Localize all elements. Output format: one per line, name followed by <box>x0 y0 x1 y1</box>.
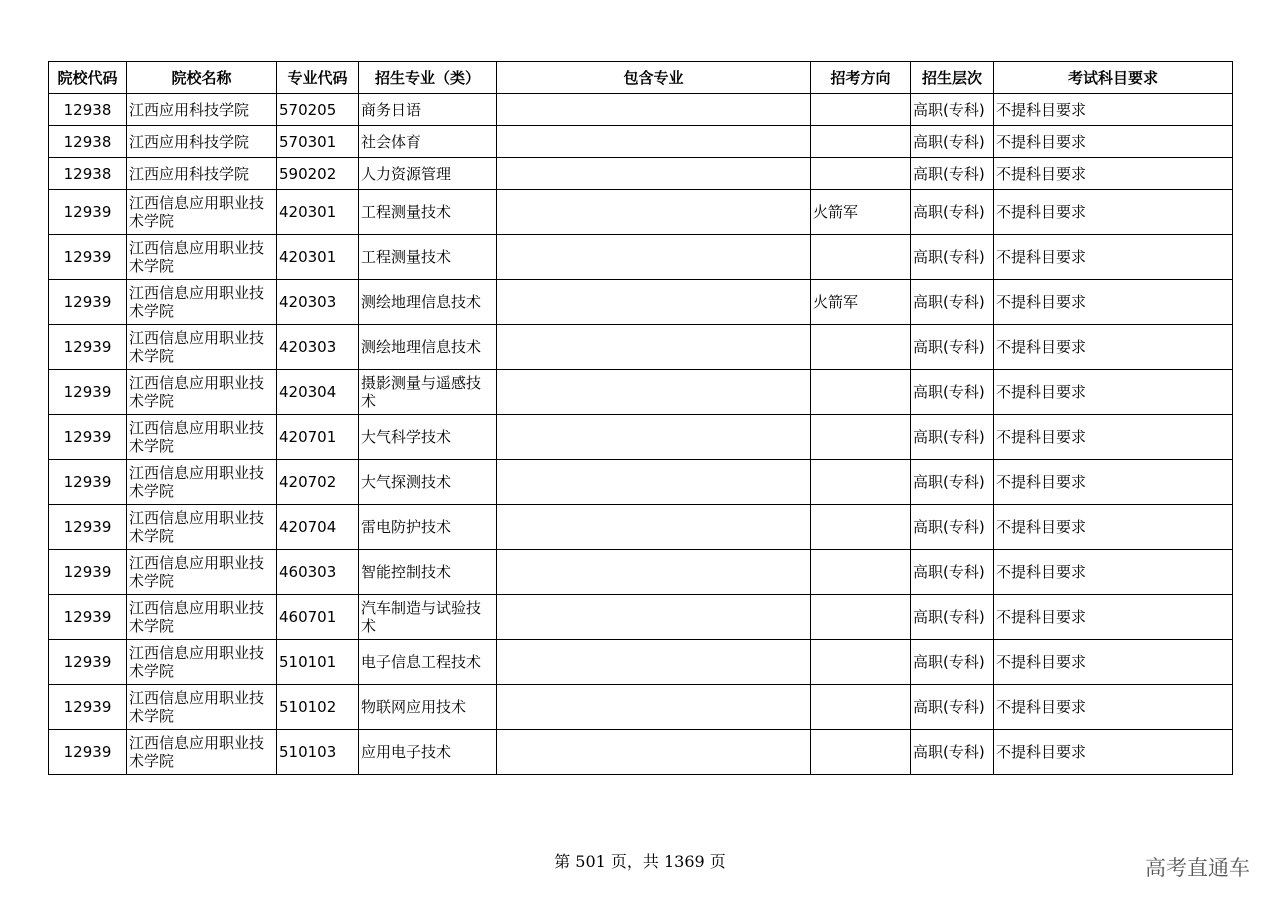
header-major-code: 专业代码 <box>277 62 359 94</box>
cell-requirement: 不提科目要求 <box>994 460 1233 505</box>
cell-major: 工程测量技术 <box>359 235 497 280</box>
cell-requirement: 不提科目要求 <box>994 370 1233 415</box>
cell-direction: 火箭军 <box>811 190 911 235</box>
cell-level: 高职(专科) <box>911 158 994 190</box>
cell-school-name: 江西信息应用职业技术学院 <box>127 370 277 415</box>
cell-school-name: 江西信息应用职业技术学院 <box>127 325 277 370</box>
cell-level: 高职(专科) <box>911 460 994 505</box>
cell-major: 人力资源管理 <box>359 158 497 190</box>
cell-level: 高职(专科) <box>911 280 994 325</box>
cell-requirement: 不提科目要求 <box>994 685 1233 730</box>
table-row <box>49 550 1233 595</box>
cell-includes <box>497 370 811 415</box>
table-row <box>49 460 1233 505</box>
cell-includes <box>497 550 811 595</box>
cell-major-code: 590202 <box>277 158 359 190</box>
cell-major-code: 420702 <box>277 460 359 505</box>
cell-level: 高职(专科) <box>911 190 994 235</box>
cell-includes <box>497 158 811 190</box>
cell-school-name: 江西信息应用职业技术学院 <box>127 730 277 775</box>
cell-level: 高职(专科) <box>911 505 994 550</box>
cell-direction <box>811 550 911 595</box>
cell-direction <box>811 370 911 415</box>
cell-school-code: 12938 <box>49 126 127 158</box>
cell-major-code: 460701 <box>277 595 359 640</box>
cell-includes <box>497 235 811 280</box>
cell-includes <box>497 280 811 325</box>
cell-school-code: 12939 <box>49 550 127 595</box>
cell-includes <box>497 730 811 775</box>
cell-school-name: 江西信息应用职业技术学院 <box>127 190 277 235</box>
cell-requirement: 不提科目要求 <box>994 550 1233 595</box>
page-number: 第 501 页，共 1369 页 <box>554 852 726 871</box>
cell-direction <box>811 126 911 158</box>
cell-major-code: 420303 <box>277 325 359 370</box>
cell-direction <box>811 595 911 640</box>
table-row <box>49 595 1233 640</box>
cell-direction <box>811 730 911 775</box>
cell-school-name: 江西信息应用职业技术学院 <box>127 235 277 280</box>
cell-school-name: 江西应用科技学院 <box>127 158 277 190</box>
cell-includes <box>497 325 811 370</box>
watermark: 高考直通车 <box>1145 856 1250 880</box>
cell-direction <box>811 415 911 460</box>
cell-includes <box>497 685 811 730</box>
cell-requirement: 不提科目要求 <box>994 730 1233 775</box>
cell-requirement: 不提科目要求 <box>994 158 1233 190</box>
cell-major: 大气探测技术 <box>359 460 497 505</box>
header-level: 招生层次 <box>911 62 994 94</box>
cell-school-code: 12939 <box>49 415 127 460</box>
cell-requirement: 不提科目要求 <box>994 126 1233 158</box>
cell-includes <box>497 126 811 158</box>
cell-level: 高职(专科) <box>911 370 994 415</box>
cell-direction <box>811 325 911 370</box>
cell-requirement: 不提科目要求 <box>994 640 1233 685</box>
table-row <box>49 685 1233 730</box>
cell-direction <box>811 685 911 730</box>
cell-major-code: 460303 <box>277 550 359 595</box>
cell-level: 高职(专科) <box>911 550 994 595</box>
cell-school-name: 江西信息应用职业技术学院 <box>127 640 277 685</box>
cell-major-code: 420704 <box>277 505 359 550</box>
cell-requirement: 不提科目要求 <box>994 325 1233 370</box>
cell-school-code: 12939 <box>49 325 127 370</box>
cell-major: 摄影测量与遥感技术 <box>359 370 497 415</box>
table-row <box>49 370 1233 415</box>
cell-major: 物联网应用技术 <box>359 685 497 730</box>
cell-requirement: 不提科目要求 <box>994 280 1233 325</box>
cell-major: 雷电防护技术 <box>359 505 497 550</box>
cell-major: 测绘地理信息技术 <box>359 280 497 325</box>
cell-direction: 火箭军 <box>811 280 911 325</box>
table-row <box>49 325 1233 370</box>
header-includes: 包含专业 <box>497 62 811 94</box>
cell-school-code: 12939 <box>49 685 127 730</box>
cell-major: 应用电子技术 <box>359 730 497 775</box>
cell-direction <box>811 94 911 126</box>
cell-major: 智能控制技术 <box>359 550 497 595</box>
cell-school-code: 12939 <box>49 595 127 640</box>
cell-school-name: 江西应用科技学院 <box>127 126 277 158</box>
cell-includes <box>497 505 811 550</box>
table-row <box>49 158 1233 190</box>
cell-level: 高职(专科) <box>911 126 994 158</box>
cell-school-name: 江西信息应用职业技术学院 <box>127 415 277 460</box>
cell-includes <box>497 190 811 235</box>
cell-major-code: 510102 <box>277 685 359 730</box>
cell-level: 高职(专科) <box>911 640 994 685</box>
cell-school-name: 江西信息应用职业技术学院 <box>127 685 277 730</box>
header-school-code: 院校代码 <box>49 62 127 94</box>
cell-school-name: 江西应用科技学院 <box>127 94 277 126</box>
table-row <box>49 126 1233 158</box>
cell-school-code: 12938 <box>49 94 127 126</box>
cell-direction <box>811 640 911 685</box>
cell-level: 高职(专科) <box>911 685 994 730</box>
cell-major: 大气科学技术 <box>359 415 497 460</box>
cell-major-code: 420304 <box>277 370 359 415</box>
cell-requirement: 不提科目要求 <box>994 595 1233 640</box>
cell-school-code: 12939 <box>49 235 127 280</box>
cell-school-code: 12939 <box>49 190 127 235</box>
cell-level: 高职(专科) <box>911 415 994 460</box>
header-major: 招生专业（类） <box>359 62 497 94</box>
cell-major-code: 420301 <box>277 190 359 235</box>
cell-major: 测绘地理信息技术 <box>359 325 497 370</box>
cell-school-code: 12939 <box>49 640 127 685</box>
cell-level: 高职(专科) <box>911 325 994 370</box>
cell-school-code: 12939 <box>49 280 127 325</box>
cell-major: 电子信息工程技术 <box>359 640 497 685</box>
cell-major-code: 420303 <box>277 280 359 325</box>
table-row <box>49 640 1233 685</box>
cell-school-name: 江西信息应用职业技术学院 <box>127 550 277 595</box>
cell-school-code: 12939 <box>49 370 127 415</box>
cell-level: 高职(专科) <box>911 94 994 126</box>
table-row <box>49 190 1233 235</box>
cell-includes <box>497 415 811 460</box>
cell-major-code: 510101 <box>277 640 359 685</box>
cell-major-code: 570301 <box>277 126 359 158</box>
header-requirement: 考试科目要求 <box>994 62 1233 94</box>
cell-requirement: 不提科目要求 <box>994 415 1233 460</box>
cell-requirement: 不提科目要求 <box>994 505 1233 550</box>
cell-includes <box>497 94 811 126</box>
table-row <box>49 415 1233 460</box>
header-row <box>49 62 1233 94</box>
cell-requirement: 不提科目要求 <box>994 94 1233 126</box>
header-direction: 招考方向 <box>811 62 911 94</box>
cell-includes <box>497 595 811 640</box>
header-school-name: 院校名称 <box>127 62 277 94</box>
cell-school-name: 江西信息应用职业技术学院 <box>127 280 277 325</box>
cell-level: 高职(专科) <box>911 235 994 280</box>
admissions-table <box>48 61 1233 775</box>
cell-school-code: 12939 <box>49 505 127 550</box>
cell-direction <box>811 505 911 550</box>
cell-major: 商务日语 <box>359 94 497 126</box>
cell-school-name: 江西信息应用职业技术学院 <box>127 460 277 505</box>
cell-includes <box>497 640 811 685</box>
cell-direction <box>811 460 911 505</box>
table-row <box>49 730 1233 775</box>
cell-direction <box>811 158 911 190</box>
table-row <box>49 235 1233 280</box>
cell-school-name: 江西信息应用职业技术学院 <box>127 505 277 550</box>
cell-major: 汽车制造与试验技术 <box>359 595 497 640</box>
table-row <box>49 94 1233 126</box>
cell-major-code: 510103 <box>277 730 359 775</box>
cell-school-name: 江西信息应用职业技术学院 <box>127 595 277 640</box>
cell-major: 社会体育 <box>359 126 497 158</box>
cell-direction <box>811 235 911 280</box>
cell-requirement: 不提科目要求 <box>994 190 1233 235</box>
table-row <box>49 505 1233 550</box>
cell-major-code: 570205 <box>277 94 359 126</box>
cell-major-code: 420301 <box>277 235 359 280</box>
cell-level: 高职(专科) <box>911 730 994 775</box>
cell-school-code: 12939 <box>49 460 127 505</box>
cell-major: 工程测量技术 <box>359 190 497 235</box>
cell-requirement: 不提科目要求 <box>994 235 1233 280</box>
table-row <box>49 280 1233 325</box>
cell-level: 高职(专科) <box>911 595 994 640</box>
cell-school-code: 12939 <box>49 730 127 775</box>
cell-includes <box>497 460 811 505</box>
cell-school-code: 12938 <box>49 158 127 190</box>
cell-major-code: 420701 <box>277 415 359 460</box>
